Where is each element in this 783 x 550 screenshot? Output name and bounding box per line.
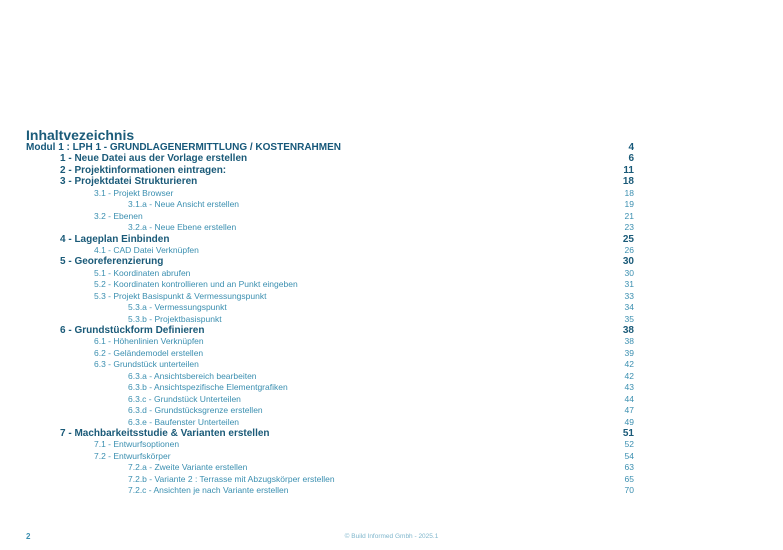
- toc-entry-title: 4 - Lageplan Einbinden: [60, 233, 170, 245]
- toc-entry-page: 42: [624, 359, 634, 370]
- toc-entry-title: 6.3.a - Ansichtsbereich bearbeiten: [128, 370, 257, 381]
- toc-entry-page: 23: [624, 222, 634, 233]
- toc-entry-page: 34: [624, 302, 634, 313]
- toc-entry-title: 3.2.a - Neue Ebene erstellen: [128, 222, 237, 233]
- toc-entry-title: 7.2.c - Ansichten je nach Variante erstellen: [128, 485, 289, 496]
- toc-entry-level-1[interactable]: [0, 165, 783, 176]
- toc-entry-title: 6.3 - Grundstück unterteilen: [94, 359, 199, 370]
- toc-entry-page: 38: [622, 325, 634, 336]
- toc-entry-page: 25: [622, 233, 634, 245]
- toc-entry-level-3[interactable]: [0, 462, 783, 473]
- toc-entry-level-3[interactable]: [0, 474, 783, 485]
- toc-entry-title: 1 - Neue Datei aus der Vorlage erstellen: [60, 153, 248, 165]
- toc-entry-page: 33: [624, 290, 634, 301]
- toc-entry-title: 7.2.b - Variante 2 : Terrasse mit Abzugskörper erstellen: [128, 473, 335, 484]
- toc-title: Inhaltvezeichnis: [26, 127, 135, 143]
- toc-entry-level-2[interactable]: [0, 451, 783, 462]
- toc-entry-level-3[interactable]: [0, 394, 783, 405]
- toc-entry-title: 5.2 - Koordinaten kontrollieren und an Punkt eingeben: [94, 279, 298, 290]
- toc-entry-level-2[interactable]: [0, 211, 783, 222]
- toc-entry-title: 6.2 - Geländemodel erstellen: [94, 347, 204, 358]
- toc-entry-title: 5.3.b - Projektbasispunkt: [128, 313, 222, 324]
- toc-entry-page: 19: [624, 199, 634, 210]
- toc-entry-title: 7 - Machbarkeitsstudie & Varianten erstellen: [60, 427, 270, 439]
- toc-entry-page: 31: [624, 279, 634, 290]
- toc-entry-page: 63: [624, 462, 634, 473]
- toc-entry-page: 38: [624, 336, 634, 347]
- toc-entry-level-3[interactable]: [0, 417, 783, 428]
- toc-entry-page: 52: [624, 439, 634, 450]
- toc-entry-page: 44: [624, 393, 634, 404]
- toc-entry-page: 70: [624, 485, 634, 496]
- toc-entry-title: Modul 1 : LPH 1 - GRUNDLAGENERMITTLUNG / KOSTENRAHMEN: [26, 142, 341, 153]
- toc-entry-title: 6.3.c - Grundstück Unterteilen: [128, 393, 241, 404]
- toc-entry-title: 3.1 - Projekt Browser: [94, 187, 174, 198]
- toc-entry-level-1[interactable]: [0, 325, 783, 336]
- toc-entry-page: 30: [622, 256, 634, 268]
- toc-entry-title: 2 - Projektinformationen eintragen:: [60, 164, 227, 176]
- toc-entry-page: 39: [624, 347, 634, 358]
- toc-entry-level-3[interactable]: [0, 314, 783, 325]
- toc-entry-title: 3.2 - Ebenen: [94, 210, 143, 221]
- toc-entry-page: 6: [628, 153, 634, 165]
- toc-entry-title: 5.1 - Koordinaten abrufen: [94, 267, 191, 278]
- toc-entry-page: 35: [624, 313, 634, 324]
- toc-module-entry[interactable]: [0, 142, 783, 153]
- toc-entry-level-3[interactable]: [0, 405, 783, 416]
- table-of-contents: [0, 142, 783, 497]
- toc-entry-title: 6.3.e - Baufenster Unterteilen: [128, 416, 240, 427]
- toc-entry-title: 6.1 - Höhenlinien Verknüpfen: [94, 336, 204, 347]
- toc-entry-page: 11: [623, 164, 634, 176]
- toc-entry-page: 30: [624, 267, 634, 278]
- toc-entry-level-3[interactable]: [0, 302, 783, 313]
- toc-entry-level-3[interactable]: [0, 382, 783, 393]
- toc-entry-level-2[interactable]: [0, 291, 783, 302]
- toc-entry-page: 18: [624, 187, 634, 198]
- toc-entry-page: 26: [624, 244, 634, 255]
- footer-copyright: © Build Informed Gmbh - 2025.1: [344, 533, 439, 540]
- toc-entry-level-2[interactable]: [0, 279, 783, 290]
- toc-entry-title: 6.3.d - Grundstücksgrenze erstellen: [128, 405, 263, 416]
- toc-entry-level-2[interactable]: [0, 359, 783, 370]
- toc-entry-level-2[interactable]: [0, 245, 783, 256]
- toc-entry-title: 5.3.a - Vermessungspunkt: [128, 302, 227, 313]
- toc-entry-level-1[interactable]: [0, 256, 783, 267]
- page-number: 2: [26, 532, 31, 541]
- toc-entry-level-3[interactable]: [0, 485, 783, 496]
- toc-entry-title: 5 - Georeferenzierung: [60, 256, 164, 268]
- toc-entry-title: 3 - Projektdatei Strukturieren: [60, 176, 198, 188]
- toc-entry-page: 43: [624, 382, 634, 393]
- toc-entry-page: 18: [622, 176, 634, 188]
- toc-entry-title: 3.1.a - Neue Ansicht erstellen: [128, 199, 240, 210]
- toc-entry-page: 4: [628, 142, 634, 153]
- toc-entry-title: 4.1 - CAD Datei Verknüpfen: [94, 244, 199, 255]
- toc-entry-level-1[interactable]: [0, 176, 783, 187]
- toc-entry-title: 7.1 - Entwurfsoptionen: [94, 439, 180, 450]
- toc-entry-level-1[interactable]: [0, 428, 783, 439]
- toc-entry-page: 65: [624, 473, 634, 484]
- toc-entry-level-2[interactable]: [0, 348, 783, 359]
- toc-entry-page: 49: [624, 416, 634, 427]
- toc-entry-level-3[interactable]: [0, 222, 783, 233]
- toc-entry-level-2[interactable]: [0, 439, 783, 450]
- toc-entry-page: 47: [624, 405, 634, 416]
- toc-entry-level-1[interactable]: [0, 234, 783, 245]
- toc-entry-title: 6.3.b - Ansichtspezifische Elementgrafiken: [128, 382, 288, 393]
- toc-entry-level-3[interactable]: [0, 199, 783, 210]
- toc-entry-page: 51: [622, 427, 634, 439]
- toc-entry-page: 21: [624, 210, 634, 221]
- toc-entry-title: 6 - Grundstückform Definieren: [60, 325, 205, 336]
- toc-entry-level-3[interactable]: [0, 371, 783, 382]
- toc-entry-title: 5.3 - Projekt Basispunkt & Vermessungspunkt: [94, 290, 267, 301]
- toc-entry-title: 7.2.a - Zweite Variante erstellen: [128, 462, 248, 473]
- toc-entry-title: 7.2 - Entwurfskörper: [94, 450, 171, 461]
- toc-entry-level-2[interactable]: [0, 336, 783, 347]
- toc-entry-page: 54: [624, 450, 634, 461]
- toc-entry-level-1[interactable]: [0, 153, 783, 164]
- toc-entry-level-2[interactable]: [0, 268, 783, 279]
- toc-entry-level-2[interactable]: [0, 188, 783, 199]
- toc-entry-page: 42: [624, 370, 634, 381]
